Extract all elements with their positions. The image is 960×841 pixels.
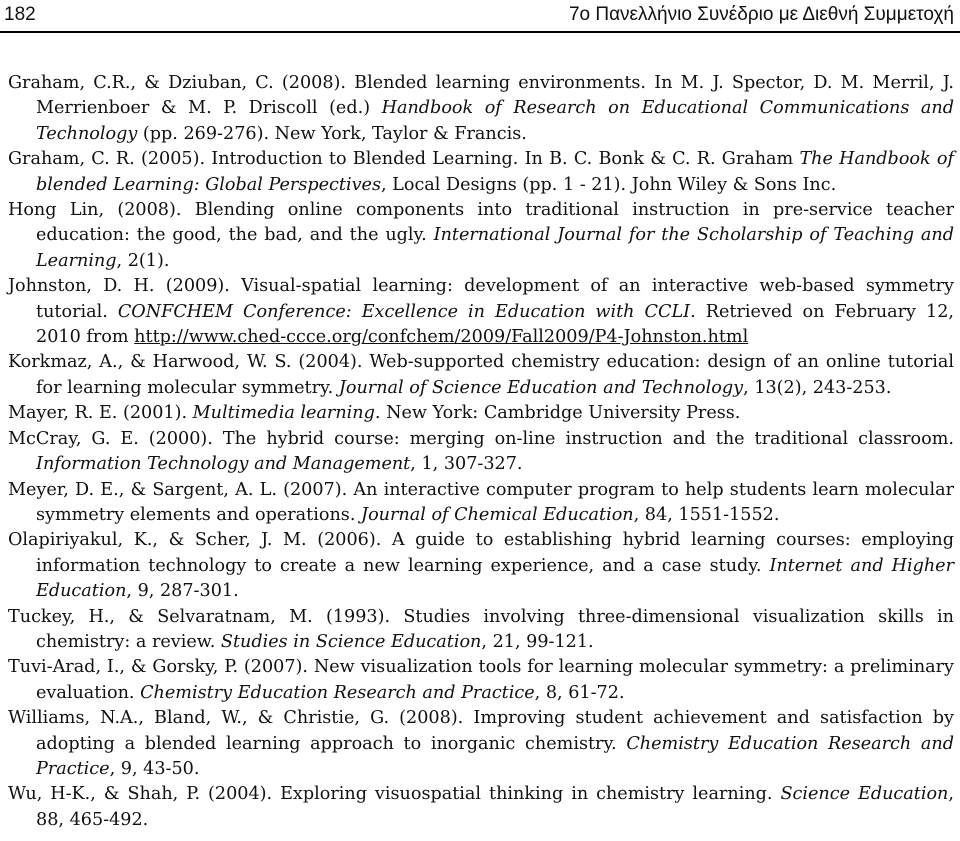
reference-authors: Mayer, R. E. (2001). xyxy=(8,403,193,424)
reference-url-link[interactable]: http://www.ched-ccce.org/confchem/2009/Fall2009/P4-Johnston.html xyxy=(134,327,749,348)
page-number: 182 xyxy=(4,4,36,25)
reference-authors: Olapiriyakul, K., & Scher, J. M. (2006). A guide to establishing hybrid learning courses: employing information technology to create a new learning experience, and a case study. xyxy=(8,530,954,576)
reference-item xyxy=(8,401,954,426)
reference-authors: Graham, C.R., & Dziuban, C. (2008). Blended learning environments. In M. J. Spector, D. M. Merril, J. Merrienboer & M. P. Driscoll (ed.) xyxy=(8,73,954,119)
reference-details: . Retrieved on February 12, 2010 from xyxy=(36,301,954,348)
reference-authors: Hong Lin, (2008). Blending online components into traditional instruction in pre-service teacher education: the good, the bad, and the ugly. xyxy=(8,200,954,246)
reference-details: (pp. 269-276). New York, Taylor & Francis. xyxy=(137,123,527,144)
reference-details: , 88, 465-492. xyxy=(36,784,954,830)
reference-source-title: Studies in Science Education xyxy=(220,631,482,652)
reference-source-title: Journal of Science Education and Technology xyxy=(338,377,744,398)
reference-item xyxy=(8,71,954,147)
reference-authors: Wu, H-K., & Shah, P. (2004). Exploring visuospatial thinking in chemistry learning. xyxy=(8,784,781,805)
reference-details: . New York: Cambridge University Press. xyxy=(374,403,741,424)
reference-authors: McCray, G. E. (2000). The hybrid course: merging on-line instruction and the traditional classroom. xyxy=(8,428,954,449)
reference-item xyxy=(8,706,954,782)
reference-authors: Williams, N.A., Bland, W., & Christie, G. (2008). Improving student achievement and satisfaction by adopting a blended learning approach to inorganic chemistry. xyxy=(8,708,954,754)
reference-source-title: Handbook of Research on Educational Communications and Technology xyxy=(36,98,954,144)
reference-item xyxy=(8,350,954,401)
reference-authors: Graham, C. R. (2005). Introduction to Blended Learning. In B. C. Bonk & C. R. Graham xyxy=(8,149,800,170)
reference-authors: Korkmaz, A., & Harwood, W. S. (2004). Web-supported chemistry education: design of an online tutorial for learning molecular symmetry. xyxy=(8,352,954,398)
reference-source-title: International Journal for the Scholarship of Teaching and Learning xyxy=(36,225,954,271)
reference-source-title: Internet and Higher Education xyxy=(36,555,954,602)
reference-details: , 1, 307-327. xyxy=(410,454,523,475)
reference-item xyxy=(8,198,954,274)
reference-source-title: Information Technology and Management xyxy=(36,454,411,475)
reference-item xyxy=(8,478,954,529)
page-header xyxy=(0,0,960,32)
reference-details: , Local Designs (pp. 1 - 21). John Wiley & Sons Inc. xyxy=(380,174,837,195)
reference-source-title: The Handbook of blended Learning: Global Perspectives xyxy=(36,149,954,195)
reference-item xyxy=(8,528,954,604)
reference-authors: Tuvi-Arad, I., & Gorsky, P. (2007). New visualization tools for learning molecular symmetry: a preliminary evaluation. xyxy=(8,657,954,703)
reference-item xyxy=(8,605,954,656)
reference-item xyxy=(8,655,954,706)
reference-item xyxy=(8,147,954,198)
reference-authors: Johnston, D. H. (2009). Visual-spatial learning: development of an interactive web-based symmetry tutorial. xyxy=(8,276,954,322)
reference-source-title: CONFCHEM Conference: Excellence in Education with CCLI xyxy=(117,301,691,322)
reference-details: , 84, 1551-1552. xyxy=(633,504,780,525)
conference-title: 7ο Πανελλήνιο Συνέδριο με Διεθνή Συμμετοχή xyxy=(568,4,954,25)
reference-details: , 21, 99-121. xyxy=(481,631,594,652)
reference-source-title: Multimedia learning xyxy=(192,403,375,424)
reference-source-title: Journal of Chemical Education xyxy=(361,504,634,525)
reference-details: , 2(1). xyxy=(116,250,170,271)
reference-details: , 13(2), 243-253. xyxy=(743,377,892,398)
reference-authors: Meyer, D. E., & Sargent, A. L. (2007). An interactive computer program to help students learn molecular symmetry elements and operations. xyxy=(8,479,954,525)
reference-details: , 8, 61-72. xyxy=(534,682,625,703)
reference-item xyxy=(8,274,954,350)
reference-item xyxy=(8,427,954,478)
reference-authors: Tuckey, H., & Selvaratnam, M. (1993). Studies involving three-dimensional visualization skills in chemistry: a review. xyxy=(8,606,954,652)
reference-list xyxy=(8,71,954,833)
reference-source-title: Science Education xyxy=(780,784,949,805)
reference-source-title: Chemistry Education Research and Practice xyxy=(36,733,954,779)
reference-details: , 9, 287-301. xyxy=(126,581,239,602)
header-divider xyxy=(0,31,960,33)
reference-details: , 9, 43-50. xyxy=(109,758,200,779)
reference-item xyxy=(8,782,954,833)
reference-source-title: Chemistry Education Research and Practice xyxy=(140,682,535,703)
